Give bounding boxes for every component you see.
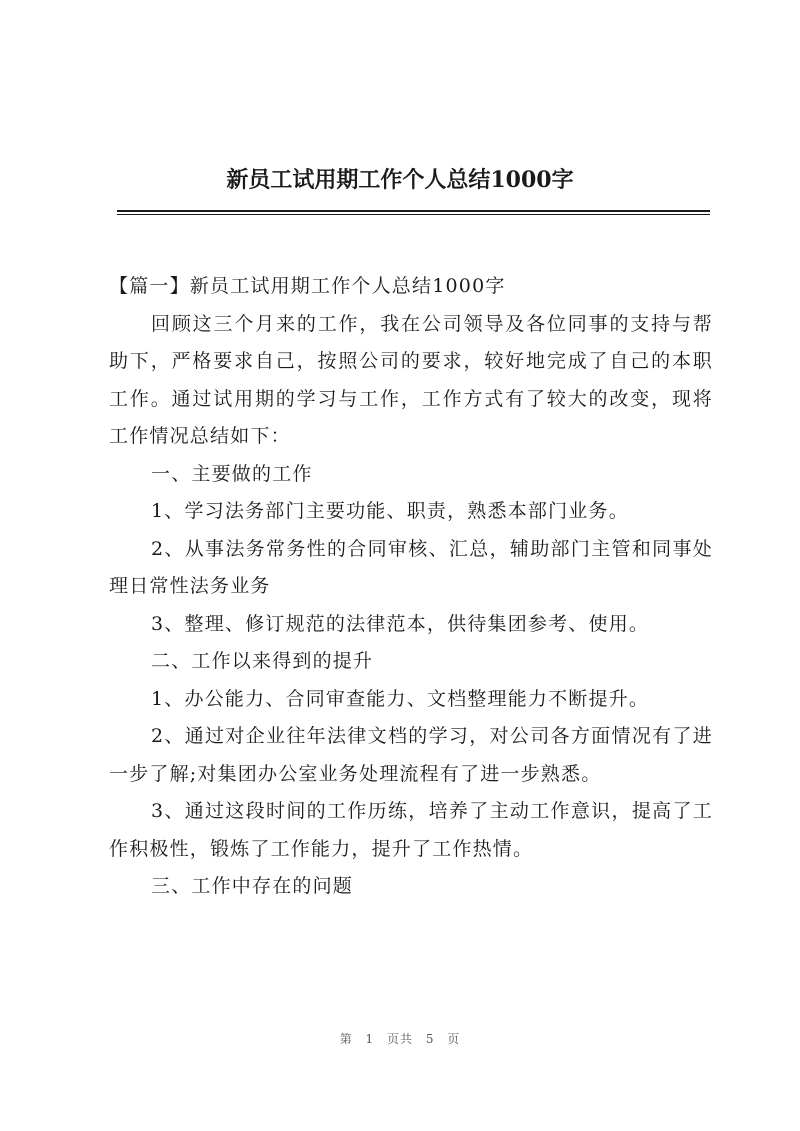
subheading: 一、主要做的工作 <box>151 462 313 485</box>
list-item: 1、办公能力、合同审查能力、文档整理能力不断提升。 <box>151 687 650 710</box>
list-item: 3、通过这段时间的工作历练，培养了主动工作意识，提高了工作积极性，锻炼了工作能力，提升了工作热情。 <box>109 800 713 860</box>
section-heading: 【篇一】新员工试用期工作个人总结1000字 <box>109 275 506 297</box>
subheading: 二、工作以来得到的提升 <box>151 650 374 672</box>
list-item: 1、学习法务部门主要功能、职责，熟悉本部门业务。 <box>151 500 629 522</box>
list-item: 3、整理、修订规范的法律范本，供待集团参考、使用。 <box>151 612 650 635</box>
document-title: 新员工试用期工作个人总结1000字 <box>226 167 574 193</box>
paragraph: 回顾这三个月来的工作，我在公司领导及各位同事的支持与帮助下，严格要求自己，按照公司的要求，较好地完成了自己的本职工作。通过试用期的学习与工作，工作方式有了较大的改变，现将工作情况总结如下： <box>109 312 713 447</box>
document-body <box>109 268 713 906</box>
title-divider-thin <box>117 214 710 215</box>
subheading: 三、工作中存在的问题 <box>151 875 354 897</box>
list-item: 2、通过对企业往年法律文档的学习，对公司各方面情况有了进一步了解;对集团办公室业务处理流程有了进一步熟悉。 <box>109 725 713 785</box>
page-footer: 第 1 页共 5 页 <box>339 1032 461 1046</box>
title-divider-thick <box>117 210 710 212</box>
list-item: 2、从事法务常务性的合同审核、汇总，辅助部门主管和同事处理日常性法务业务 <box>109 537 713 597</box>
